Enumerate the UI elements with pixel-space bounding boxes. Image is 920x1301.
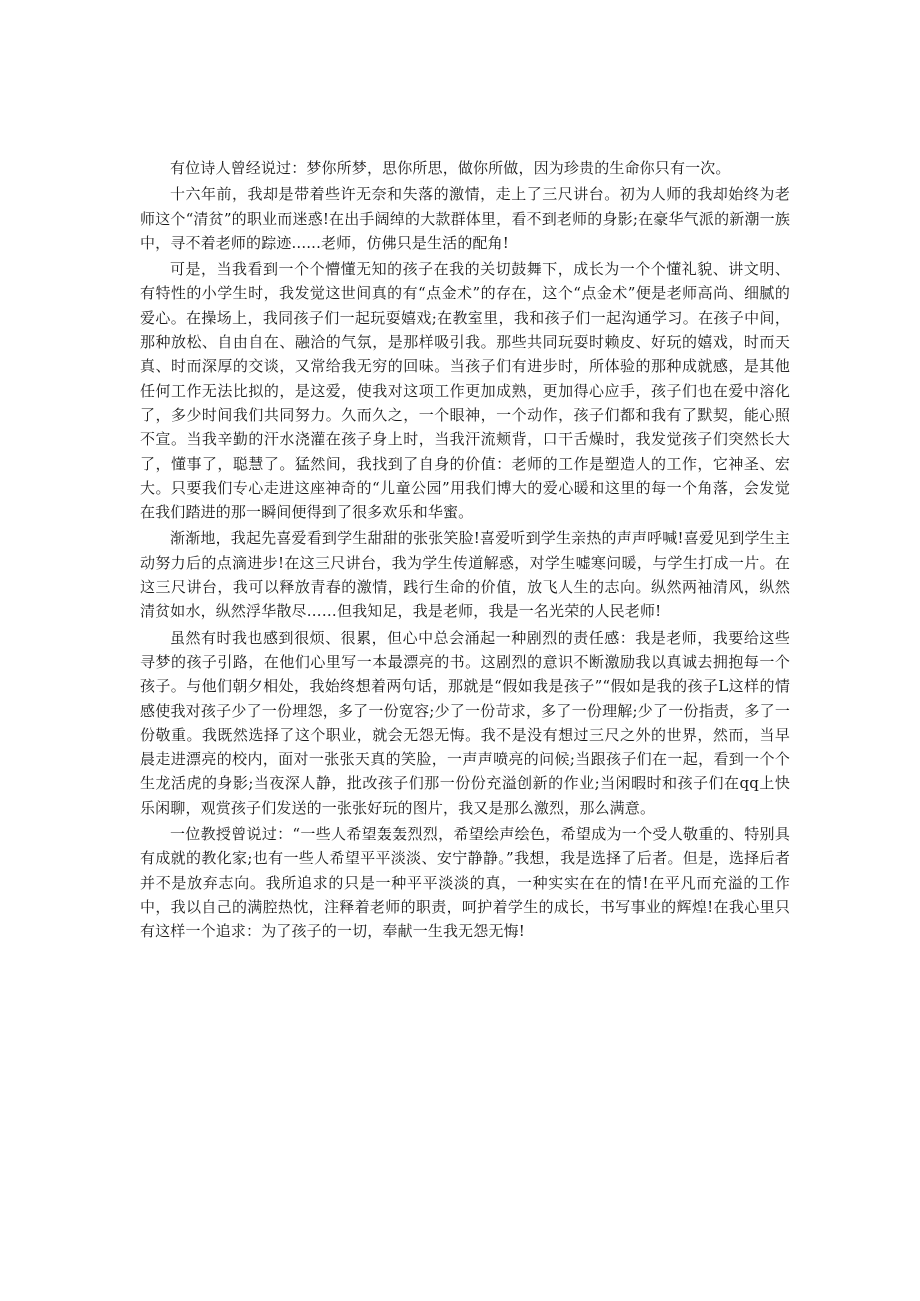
essay-body	[140, 156, 790, 946]
paragraph-1: 有位诗人曾经说过：梦你所梦，思你所思，做你所做，因为珍贵的生命你只有一次。	[170, 159, 731, 177]
paragraph-6: 一位教授曾说过：“一些人希望轰轰烈烈，希望绘声绘色，希望成为一个受人敬重的、特别具有成就的教化家;也有一些人希望平平淡淡、安宁静静。”我想，我是选择了后者。但是，选择后者并不是放弃志向。我所追求的只是一种平平淡淡的真，一种实实在在的情!在平凡而充溢的工作中，我以自己的满腔热忱，注释着老师的职责，呵护着学生的成长，书写事业的辉煌!在我心里只有这样一个追求：为了孩子的一切，奉献一生我无怨无悔!	[140, 825, 790, 941]
paragraph-5: 虽然有时我也感到很烦、很累，但心中总会涌起一种剧烈的责任感：我是老师，我要给这些寻梦的孩子引路，在他们心里写一本最漂亮的书。这剧烈的意识不断激励我以真诚去拥抱每一个孩子。与他们朝夕相处，我始终想着两句话，那就是“假如我是孩子”“假如是我的孩子L这样的情感使我对孩子少了一份埋怨，多了一份宽容;少了一份苛求，多了一份理解;少了一份指责，多了一份敬重。我既然选择了这个职业，就会无怨无悔。我不是没有想过三尺之外的世界，然而，当早晨走进漂亮的校内，面对一张张天真的笑脸，一声声喷亮的问候;当跟孩子们在一起，看到一个个生龙活虎的身影;当夜深人静，批改孩子们那一份份充溢创新的作业;当闲暇时和孩子们在qq上快乐闲聊，观赏孩子们发送的一张张好玩的图片，我又是那么激烈，那么满意。	[140, 628, 790, 817]
paragraph-3: 可是，当我看到一个个懵懂无知的孩子在我的关切鼓舞下，成长为一个个懂礼貌、讲文明、有特性的小学生时，我发觉这世间真的有“点金术”的存在，这个“点金术”便是老师高尚、细腻的爱心。在操场上，我同孩子们一起玩耍嬉戏;在教室里，我和孩子们一起沟通学习。在孩子中间，那种放松、自由自在、融洽的气氛，是那样吸引我。那些共同玩耍时赖皮、好玩的嬉戏，时而天真、时而深厚的交谈，又常给我无穷的回味。当孩子们有进步时，所体验的那种成就感，是其他任何工作无法比拟的，是这爱，使我对这项工作更加成熟，更加得心应手，孩子们也在爱中溶化了，多少时间我们共同努力。久而久之，一个眼神，一个动作，孩子们都和我有了默契，能心照不宣。当我辛勤的汗水浇灌在孩子身上时，当我汗流颊背，口干舌燥时，我发觉孩子们突然长大了，懂事了，聪慧了。猛然间，我找到了自身的价值：老师的工作是塑造人的工作，它神圣、宏大。只要我们专心走进这座神奇的“儿童公园”用我们博大的爱心暖和这里的每一个角落，会发觉在我们踏进的那一瞬间便得到了很多欢乐和华蜜。	[140, 260, 790, 522]
paragraph-4: 渐渐地，我起先喜爱看到学生甜甜的张张笑脸!喜爱听到学生亲热的声声呼喊!喜爱见到学生主动努力后的点滴进步!在这三尺讲台，我为学生传道解惑，对学生嘘寒问暖，与学生打成一片。在这三尺讲台，我可以释放青春的激情，践行生命的价值，放飞人生的志向。纵然两袖清风，纵然清贫如水，纵然浮华散尽……但我知足，我是老师，我是一名光荣的人民老师!	[140, 529, 790, 621]
paragraph-2: 十六年前，我却是带着些许无奈和失落的激情，走上了三尺讲台。初为人师的我却始终为老师这个“清贫”的职业而迷惑!在出手阔绰的大款群体里，看不到老师的身影;在豪华气派的新潮一族中，寻不着老师的踪迹......老师，仿佛只是生活的配角!	[140, 185, 790, 252]
